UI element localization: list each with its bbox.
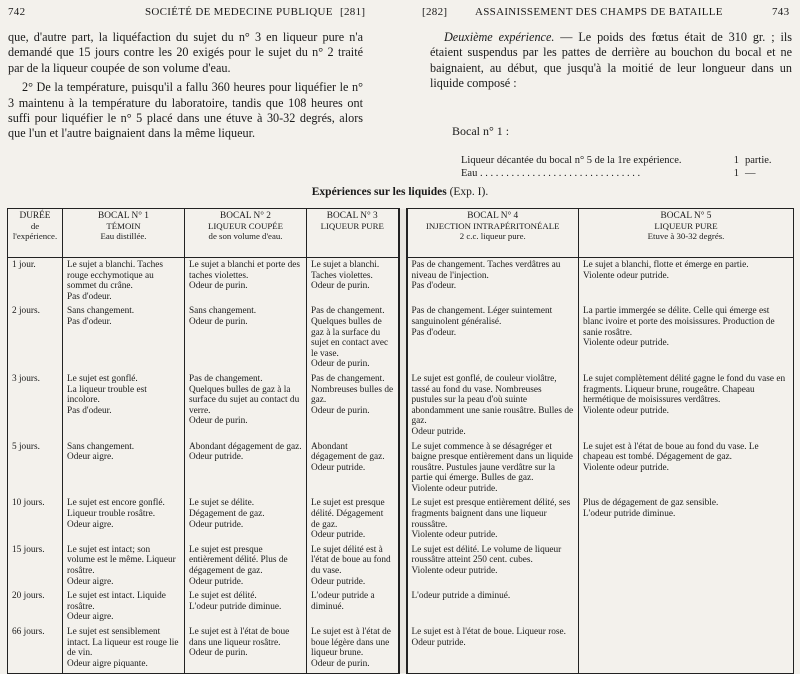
day-cell: 1 jour.: [8, 258, 63, 305]
bocal-1-heading: Bocal n° 1 :: [452, 124, 510, 138]
mixture-qty: 1: [733, 155, 739, 166]
bocal-4-cell: Pas de changement. Taches verdâtres au niveau de l'injection. Pas d'odeur.: [407, 258, 579, 305]
left-paragraph-1: que, d'autre part, la liquéfaction du sujet du n° 3 en liqueur pure n'a demandé que 15 jours contre les 20 exigés pour le sujet du n° 2 traité par de la liqueur coupée de son volume d'eau.: [8, 30, 363, 75]
bocal-3-cell: Le sujet est presque délité. Dégagement de gaz. Odeur putride.: [307, 496, 399, 542]
table-row: [8, 372, 794, 440]
bocal-3-cell: Abondant dégagement de gaz. Odeur putride.: [307, 440, 399, 497]
day-cell: 5 jours.: [8, 440, 63, 497]
book-gutter: [399, 209, 407, 258]
bocal-5-cell: [579, 543, 794, 589]
book-gutter: [399, 372, 407, 440]
bocal-1-cell: Sans changement. Odeur aigre.: [63, 440, 185, 497]
experiment-label: Deuxième expérience.: [444, 30, 555, 44]
right-page-number: 743: [772, 6, 790, 18]
table-caption-ref: (Exp. I).: [449, 186, 489, 198]
experiments-table: [7, 208, 794, 674]
table-caption-title: Expériences sur les liquides: [311, 186, 447, 198]
mixture-name: Liqueur décantée du bocal n° 5 de la 1re expérience.: [461, 155, 682, 166]
bocal-1-cell: Le sujet est intact; son volume est le même. Liqueur rosâtre. Odeur aigre.: [63, 543, 185, 589]
left-paragraph-2: 2° De la température, puisqu'il a fallu 360 heures pour liquéfier le n° 3 maintenu à la température du laboratoire, tandis que 108 heures ont suffi pour liquéfier le n° 5 placé dans une étuve à 30-32 degrés, alors que l'un et l'autre baignaient dans la même liqueur.: [8, 80, 363, 141]
bocal-3-cell: Le sujet a blanchi. Taches violettes. Odeur de purin.: [307, 258, 399, 305]
right-running-title: ASSAINISSEMENT DES CHAMPS DE BATAILLE: [475, 6, 723, 18]
table-row: [8, 625, 794, 673]
day-cell: 2 jours.: [8, 304, 63, 372]
table-row: [8, 440, 794, 497]
bocal-2-cell: Le sujet a blanchi et porte des taches violettes. Odeur de purin.: [185, 258, 307, 305]
left-body-text: [8, 30, 363, 142]
table-caption: [0, 186, 800, 198]
bocal-3-cell: Pas de changement. Quelques bulles de gaz à la surface du sujet en contact avec le vase. Odeur de purin.: [307, 304, 399, 372]
day-cell: 10 jours.: [8, 496, 63, 542]
book-gutter: [399, 543, 407, 589]
mixture-unit: partie.: [745, 155, 772, 166]
bocal-4-cell: Le sujet est presque entièrement délité, ses fragments baignent dans une liqueur roussâtre. Violente odeur putride.: [407, 496, 579, 542]
mixture-list: [461, 154, 791, 180]
bocal-5-cell: Plus de dégagement de gaz sensible. L'odeur putride diminue.: [579, 496, 794, 542]
mixture-unit: —: [745, 168, 756, 179]
bocal-4-cell: Le sujet est délité. Le volume de liqueur roussâtre atteint 250 cent. cubes. Violente odeur putride.: [407, 543, 579, 589]
bocal-5-cell: Le sujet a blanchi, flotte et émerge en partie. Violente odeur putride.: [579, 258, 794, 305]
table-row: [8, 304, 794, 372]
header-duration: DURÉE de l'expérience.: [8, 209, 63, 258]
bocal-2-cell: Le sujet est délité. L'odeur putride diminue.: [185, 589, 307, 625]
table-row: [8, 543, 794, 589]
mixture-row: [461, 154, 791, 167]
book-gutter: [399, 625, 407, 673]
bocal-1-cell: Le sujet est sensiblement intact. La liqueur est rouge lie de vin. Odeur aigre piquante.: [63, 625, 185, 673]
bocal-5-cell: [579, 625, 794, 673]
bocal-2-cell: Sans changement. Odeur de purin.: [185, 304, 307, 372]
day-cell: 66 jours.: [8, 625, 63, 673]
right-original-page: [282]: [422, 6, 448, 18]
left-page-number: 742: [8, 6, 26, 18]
bocal-3-cell: Le sujet délité est à l'état de boue au fond du vase. Odeur putride.: [307, 543, 399, 589]
day-cell: 20 jours.: [8, 589, 63, 625]
bocal-3-cell: Le sujet est à l'état de boue légère dans une liqueur brune. Odeur de purin.: [307, 625, 399, 673]
bocal-3-cell: Pas de changement. Nombreuses bulles de gaz. Odeur de purin.: [307, 372, 399, 440]
bocal-2-cell: Le sujet est presque entièrement délité. Plus de dégagement de gaz. Odeur putride.: [185, 543, 307, 589]
bocal-1-cell: Le sujet est encore gonflé. Liqueur trouble rosâtre. Odeur aigre.: [63, 496, 185, 542]
left-original-page: [281]: [340, 6, 366, 18]
header-bocal-2: BOCAL N° 2 LIQUEUR COUPÉE de son volume d'eau.: [185, 209, 307, 258]
book-gutter: [399, 589, 407, 625]
bocal-4-cell: L'odeur putride a diminué.: [407, 589, 579, 625]
bocal-2-cell: Le sujet est à l'état de boue dans une liqueur rosâtre. Odeur de purin.: [185, 625, 307, 673]
right-paragraph-1: [430, 30, 792, 92]
bocal-2-cell: Pas de changement. Quelques bulles de gaz à la surface du sujet au contact du verre. Odeur de purin.: [185, 372, 307, 440]
bocal-5-cell: Le sujet complètement délité gagne le fond du vase en fragments. Liqueur brune, rougeâtre. Chapeau hermétique de moisissures verdâtres. Violente odeur putride.: [579, 372, 794, 440]
header-bocal-5: BOCAL N° 5 LIQUEUR PURE Etuve à 30-32 degrés.: [579, 209, 794, 258]
bocal-2-cell: Abondant dégagement de gaz. Odeur putride.: [185, 440, 307, 497]
bocal-1-cell: Sans changement. Pas d'odeur.: [63, 304, 185, 372]
bocal-2-cell: Le sujet se délite. Dégagement de gaz. Odeur putride.: [185, 496, 307, 542]
header-bocal-1: BOCAL N° 1 TÉMOIN Eau distillée.: [63, 209, 185, 258]
bocal-1-cell: Le sujet est intact. Liquide rosâtre. Odeur aigre.: [63, 589, 185, 625]
book-gutter: [399, 304, 407, 372]
bocal-4-cell: Le sujet commence à se désagréger et baigne presque entièrement dans un liquide rousâtre. Pustules jaune verdâtre sur la partie qui émerge. Bulles de gaz. Violente odeur putride.: [407, 440, 579, 497]
table-row: [8, 258, 794, 305]
bocal-3-cell: L'odeur putride a diminué.: [307, 589, 399, 625]
table-header-row: [8, 209, 794, 258]
mixture-qty: 1: [733, 168, 739, 179]
bocal-4-cell: Le sujet est à l'état de boue. Liqueur rose. Odeur putride.: [407, 625, 579, 673]
table-row: [8, 496, 794, 542]
right-body-text: [430, 30, 792, 92]
mixture-name: Eau . . . . . . . . . . . . . . . . . . . . . . . . . . . . . . .: [461, 168, 641, 179]
book-gutter: [399, 258, 407, 305]
bocal-5-cell: [579, 589, 794, 625]
bocal-4-cell: Le sujet est gonflé, de couleur violâtre, tassé au fond du vase. Nombreuses pustules sur la peau d'où suinte abondamment une sanie rousâtre. Bulles de gaz. Odeur putride.: [407, 372, 579, 440]
book-gutter: [399, 440, 407, 497]
mixture-row: [461, 167, 791, 180]
left-running-title: SOCIÉTÉ DE MEDECINE PUBLIQUE: [145, 6, 333, 18]
table-row: [8, 589, 794, 625]
bocal-1-cell: Le sujet est gonflé. La liqueur trouble est incolore. Pas d'odeur.: [63, 372, 185, 440]
day-cell: 15 jours.: [8, 543, 63, 589]
day-cell: 3 jours.: [8, 372, 63, 440]
header-bocal-3: BOCAL N° 3 LIQUEUR PURE: [307, 209, 399, 258]
bocal-1-cell: Le sujet a blanchi. Taches rouge ecchymotique au sommet du crâne. Pas d'odeur.: [63, 258, 185, 305]
experiment-text: — Le poids des fœtus était de 310 gr. ; ils étaient suspendus par les pattes de derrière au bouchon du bocal et ne baignaient, au début, que jusqu'à la moitié de leur longueur dans un liquide composé :: [430, 30, 792, 91]
header-bocal-4: BOCAL N° 4 INJECTION INTRAPÉRITONÉALE 2 c.c. liqueur pure.: [407, 209, 579, 258]
bocal-5-cell: Le sujet est à l'état de boue au fond du vase. Le chapeau est tombé. Dégagement de gaz. Violente odeur putride.: [579, 440, 794, 497]
bocal-5-cell: La partie immergée se délite. Celle qui émerge est blanc ivoire et porte des moisissures. Production de sanie rosâtre. Violente odeur putride.: [579, 304, 794, 372]
book-gutter: [399, 496, 407, 542]
bocal-4-cell: Pas de changement. Léger suintement sanguinolent généralisé. Pas d'odeur.: [407, 304, 579, 372]
